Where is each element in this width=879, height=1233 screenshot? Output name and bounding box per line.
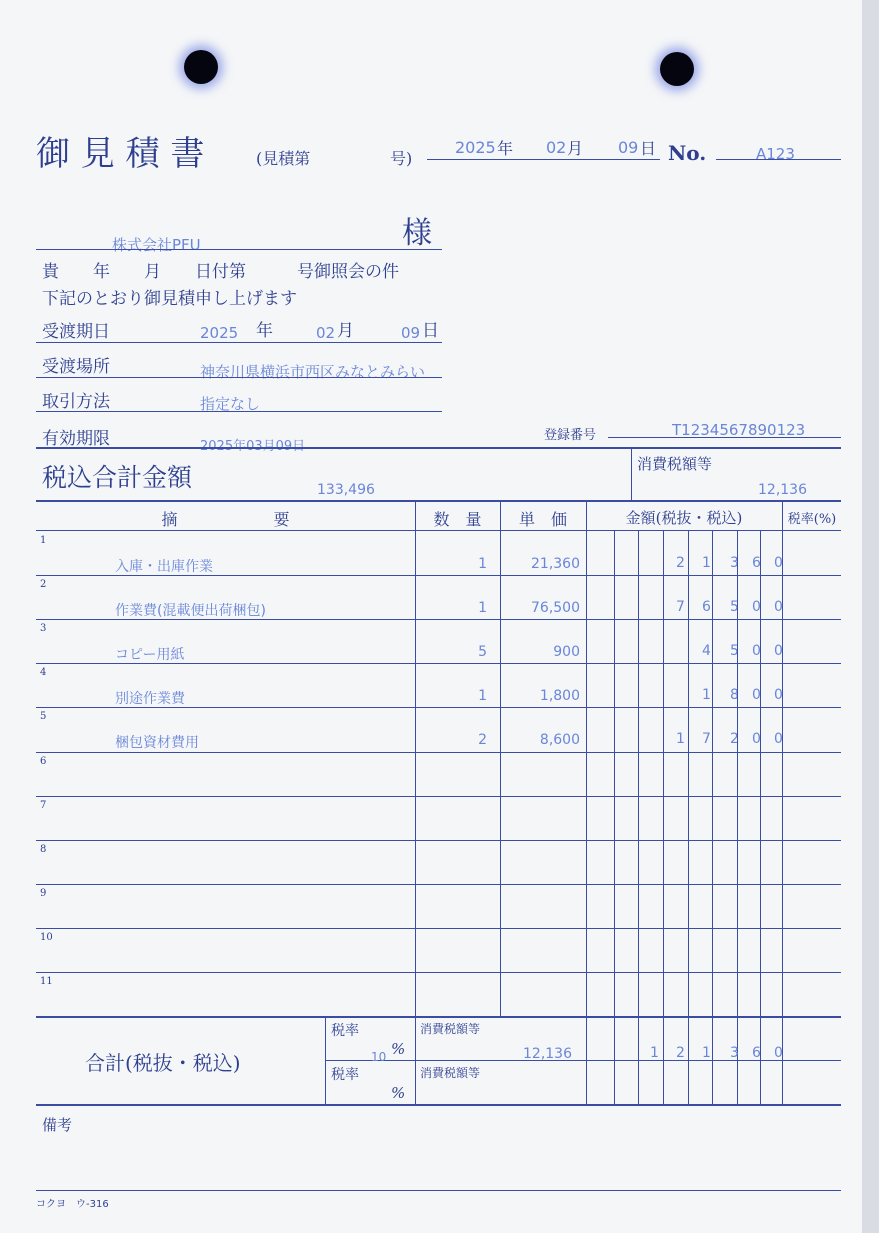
header-description: 摘 要 xyxy=(161,510,290,529)
row-amount-digit: 6 xyxy=(752,555,761,571)
summary-amount-digit: 1 xyxy=(650,1045,659,1061)
honorific: 様 xyxy=(402,216,432,251)
tax-box-divider xyxy=(631,447,632,501)
row-amount-digit: 3 xyxy=(730,555,739,571)
row-quantity: 1 xyxy=(478,600,487,617)
summary-amount-digit: 1 xyxy=(702,1045,711,1061)
row-line xyxy=(36,796,841,797)
date-month: 02 xyxy=(546,138,567,157)
row-amount-digit: 0 xyxy=(752,731,761,748)
header-tax-rate: 税率(%) xyxy=(787,512,837,527)
row-amount-digit: 1 xyxy=(676,731,685,748)
delivery-place-underline xyxy=(36,377,442,378)
row-line xyxy=(36,575,841,576)
row-amount-digit: 1 xyxy=(702,687,711,704)
col-line-amount xyxy=(586,500,587,1104)
summary-rate-value-1: 10 xyxy=(371,1050,387,1064)
payment-label: 取引方法 xyxy=(42,392,110,412)
digit-column-line xyxy=(737,531,738,1104)
summary-percent-1: % xyxy=(391,1040,406,1058)
total-value: 133,496 xyxy=(317,482,375,498)
number-underline xyxy=(716,159,841,160)
row-description: 入庫・出庫作業 xyxy=(115,559,213,575)
row-line xyxy=(36,840,841,841)
paper-edge xyxy=(862,0,879,1233)
tax-value-top: 12,136 xyxy=(758,482,807,498)
payment-method: 指定なし xyxy=(200,395,261,413)
summary-amount-digit: 0 xyxy=(774,1045,783,1061)
row-amount-digit: 0 xyxy=(774,643,783,660)
row-amount-digit: 4 xyxy=(702,643,711,660)
row-amount-digit: 5 xyxy=(730,599,739,616)
delivery-day: 09 xyxy=(401,324,421,342)
totals-top-line xyxy=(36,447,841,449)
row-line xyxy=(36,619,841,620)
form-title: 御 見 積 書 xyxy=(36,134,205,174)
footer-line xyxy=(36,1190,841,1191)
reference-line: 貴 年 月 日付第 号御照会の件 xyxy=(42,262,399,282)
delivery-date-underline xyxy=(36,342,442,343)
row-amount-digit: 0 xyxy=(752,687,761,704)
row-amount-digit: 0 xyxy=(752,599,761,616)
delivery-month: 02 xyxy=(316,324,336,342)
summary-amount-digit: 6 xyxy=(752,1045,761,1061)
delivery-month-unit: 月 xyxy=(337,321,354,341)
delivery-year: 2025 xyxy=(200,324,239,342)
row-number: 9 xyxy=(40,887,47,899)
delivery-place-label: 受渡場所 xyxy=(42,357,110,377)
summary-amount-digit: 3 xyxy=(730,1045,739,1061)
digit-column-line xyxy=(663,531,664,1104)
estimate-number-label: (見積第 xyxy=(256,149,311,168)
summary-tax-value: 12,136 xyxy=(523,1046,572,1062)
remarks-label: 備考 xyxy=(42,1116,73,1134)
row-unit-price: 21,360 xyxy=(531,556,580,572)
registration-number: T1234567890123 xyxy=(672,421,806,439)
row-line xyxy=(36,752,841,753)
row-amount-digit: 0 xyxy=(774,599,783,616)
date-year-unit: 年 xyxy=(497,139,514,158)
punch-hole-right xyxy=(660,52,694,86)
date-underline xyxy=(427,159,660,160)
col-line-qty xyxy=(415,500,416,1016)
row-quantity: 1 xyxy=(478,556,487,572)
summary-rate-label-1: 税率 xyxy=(331,1023,359,1039)
summary-bottom-line xyxy=(36,1104,841,1106)
row-unit-price: 76,500 xyxy=(531,600,580,617)
row-number: 1 xyxy=(40,535,47,546)
delivery-day-unit: 日 xyxy=(422,321,439,341)
row-quantity: 5 xyxy=(478,644,487,661)
registration-underline xyxy=(608,437,841,438)
row-number: 7 xyxy=(40,799,47,811)
delivery-year-unit: 年 xyxy=(256,321,273,341)
valid-label: 有効期限 xyxy=(42,429,110,449)
row-amount-digit: 6 xyxy=(702,599,711,616)
digit-column-line xyxy=(688,531,689,1104)
delivery-date-label: 受渡期日 xyxy=(42,322,110,342)
header-quantity: 数 量 xyxy=(433,510,482,529)
row-unit-price: 900 xyxy=(553,644,580,661)
client-name: 株式会社PFU xyxy=(112,236,201,254)
row-description: 作業費(混載便出荷梱包) xyxy=(115,603,266,620)
registration-label: 登録番号 xyxy=(544,428,597,443)
row-description: コピー用紙 xyxy=(115,647,185,664)
punch-hole-left xyxy=(184,50,218,84)
row-number: 2 xyxy=(40,579,47,591)
digit-column-line xyxy=(638,531,639,1104)
row-line xyxy=(36,972,841,973)
digit-column-line xyxy=(614,531,615,1104)
number-value: A123 xyxy=(756,145,795,163)
row-amount-digit: 0 xyxy=(752,643,761,660)
row-amount-digit: 2 xyxy=(730,731,739,748)
date-year: 2025 xyxy=(455,138,496,157)
row-amount-digit: 5 xyxy=(730,643,739,660)
digit-column-line xyxy=(712,531,713,1104)
summary-rate-label-2: 税率 xyxy=(331,1067,359,1083)
row-line xyxy=(36,884,841,885)
row-amount-digit: 7 xyxy=(702,731,711,748)
row-amount-digit: 2 xyxy=(676,555,685,571)
row-number: 4 xyxy=(40,667,47,679)
row-description: 別途作業費 xyxy=(115,691,185,708)
row-number: 10 xyxy=(40,931,53,943)
row-description: 梱包資材費用 xyxy=(115,735,199,752)
row-line xyxy=(36,928,841,929)
row-line xyxy=(36,663,841,664)
row-quantity: 2 xyxy=(478,732,487,749)
date-month-unit: 月 xyxy=(567,139,584,158)
date-day-unit: 日 xyxy=(640,139,657,158)
col-line-rate xyxy=(782,500,783,1104)
summary-tax-label-2: 消費税額等 xyxy=(420,1066,481,1080)
date-day: 09 xyxy=(618,138,639,157)
summary-percent-2: % xyxy=(391,1084,406,1102)
number-label: No. xyxy=(668,141,707,165)
row-amount-digit: 7 xyxy=(676,599,685,616)
col-line-price xyxy=(500,500,501,1016)
summary-middle-line xyxy=(325,1060,841,1061)
header-amount: 金額(税抜・税込) xyxy=(625,509,743,527)
client-underline xyxy=(36,249,442,250)
row-amount-digit: 0 xyxy=(774,687,783,704)
delivery-place: 神奈川県横浜市西区みなとみらい xyxy=(200,363,426,381)
row-amount-digit: 1 xyxy=(702,555,711,571)
row-unit-price: 8,600 xyxy=(539,732,580,749)
digit-column-line xyxy=(760,531,761,1104)
summary-label: 合計(税抜・税込) xyxy=(85,1051,241,1075)
row-number: 5 xyxy=(40,711,47,723)
row-number: 8 xyxy=(40,843,47,855)
row-number: 11 xyxy=(40,976,53,987)
row-amount-digit: 8 xyxy=(730,687,739,704)
summary-tax-label-1: 消費税額等 xyxy=(420,1022,481,1036)
tax-label-top: 消費税額等 xyxy=(637,455,713,473)
summary-top-line xyxy=(36,1016,841,1018)
payment-underline xyxy=(36,411,442,412)
intro-line: 下記のとおり御見積申し上げます xyxy=(42,289,297,309)
totals-bottom-line xyxy=(36,500,841,502)
row-quantity: 1 xyxy=(478,688,487,705)
row-amount-digit: 0 xyxy=(774,555,783,571)
row-number: 6 xyxy=(40,755,47,767)
row-amount-digit: 0 xyxy=(774,731,783,748)
estimate-number-label-end: 号) xyxy=(390,149,413,168)
valid-until: 2025年03月09日 xyxy=(200,439,306,454)
summary-amount-digit: 2 xyxy=(676,1045,685,1061)
form-code: コクヨ ウ-316 xyxy=(36,1199,109,1210)
header-bottom-line xyxy=(36,530,841,531)
row-number: 3 xyxy=(40,623,47,635)
header-unit-price: 単 価 xyxy=(518,510,567,529)
total-label: 税込合計金額 xyxy=(42,463,193,492)
row-unit-price: 1,800 xyxy=(539,688,580,705)
row-line xyxy=(36,707,841,708)
